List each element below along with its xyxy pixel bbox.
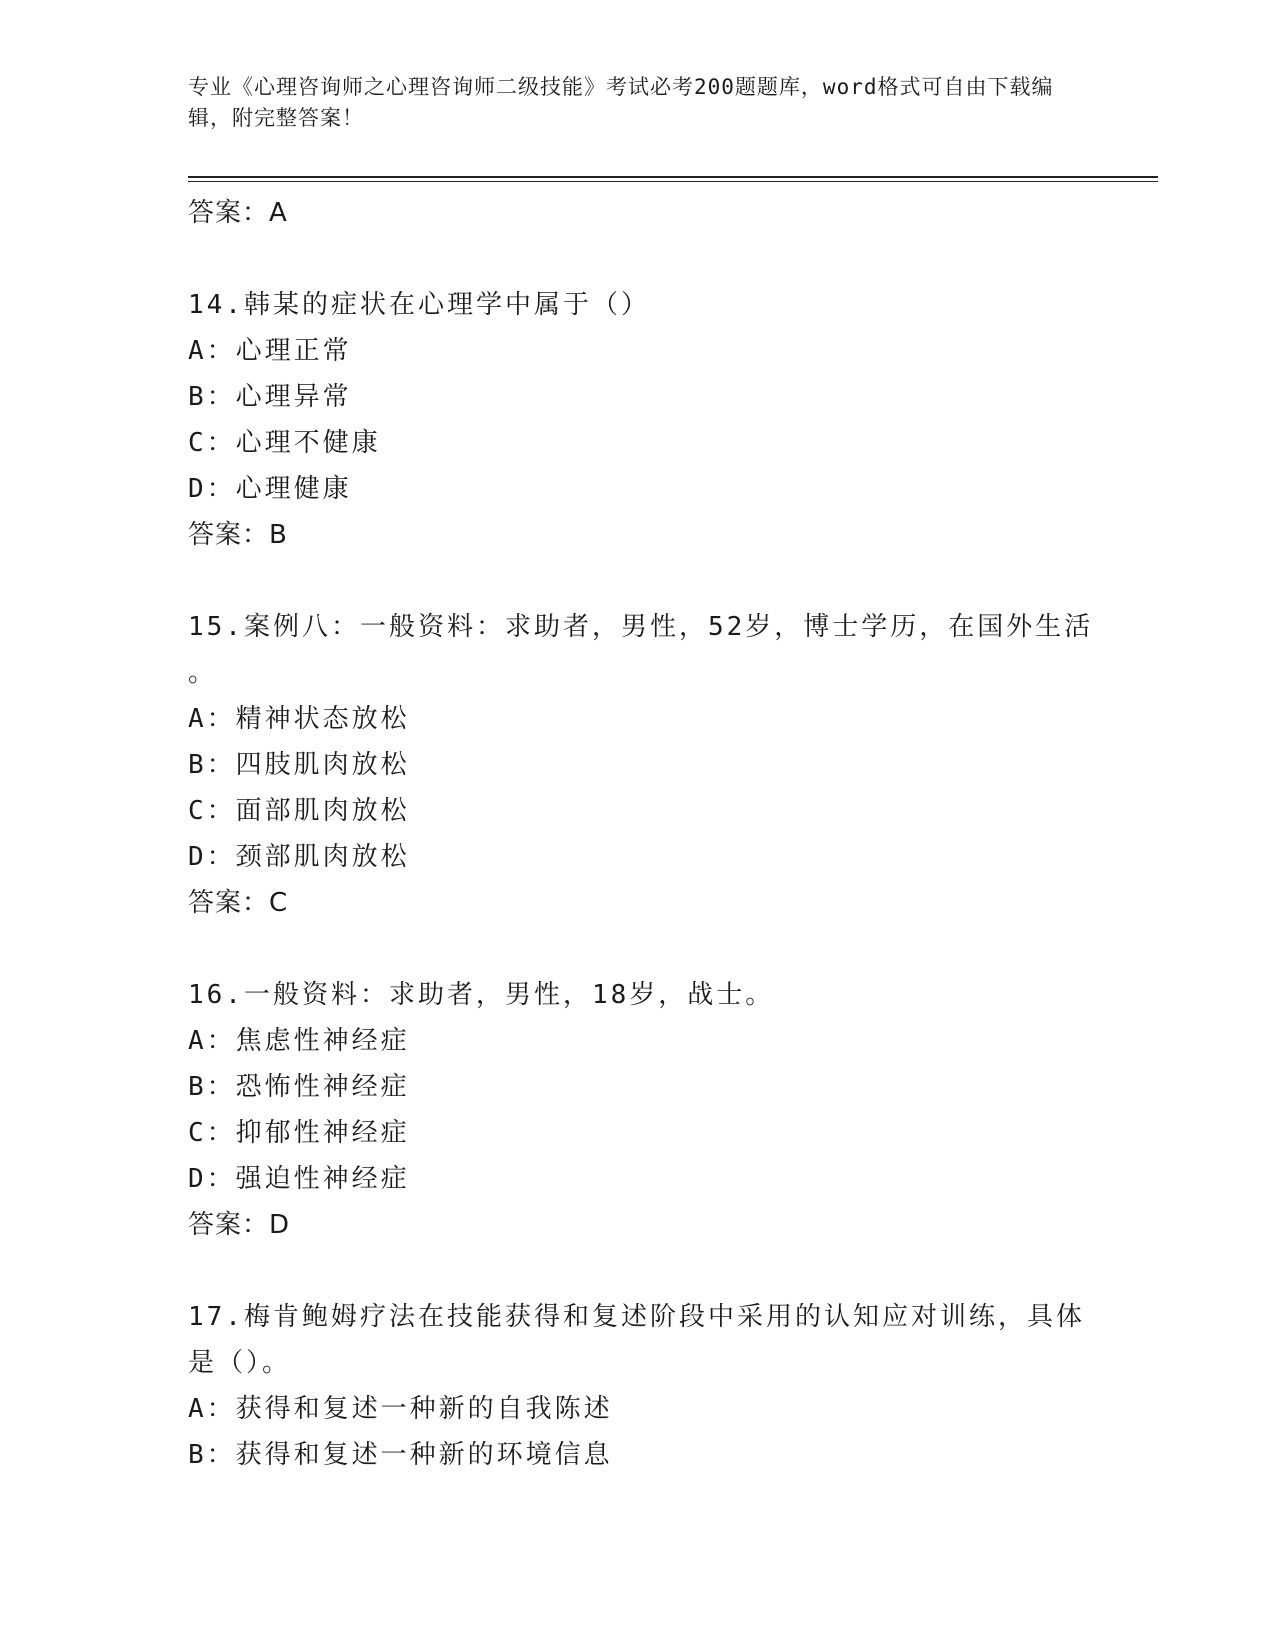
- option-16-d: D：强迫性神经症: [188, 1164, 410, 1194]
- answer-13: 答案：A: [188, 198, 288, 228]
- header-rule-thin: [188, 181, 1158, 182]
- option-15-a: A：精神状态放松: [188, 704, 410, 734]
- option-14-b: B：心理异常: [188, 382, 352, 412]
- question-14: 14.韩某的症状在心理学中属于（）: [188, 290, 650, 320]
- option-14-c: C：心理不健康: [188, 428, 381, 458]
- header-rule-thick: [188, 176, 1158, 178]
- question-17-continued: 是（）。: [188, 1348, 292, 1378]
- question-15-continued: 。: [188, 658, 218, 688]
- option-14-d: D：心理健康: [188, 474, 352, 504]
- option-16-a: A：焦虑性神经症: [188, 1026, 410, 1056]
- option-16-c: C：抑郁性神经症: [188, 1118, 410, 1148]
- answer-15: 答案：C: [188, 888, 289, 918]
- option-15-d: D：颈部肌肉放松: [188, 842, 410, 872]
- answer-14: 答案：B: [188, 520, 288, 550]
- question-15: 15.案例八：一般资料：求助者，男性，52岁，博士学历，在国外生活: [188, 612, 1094, 642]
- question-17: 17.梅肯鲍姆疗法在技能获得和复述阶段中采用的认知应对训练，具体: [188, 1302, 1085, 1332]
- spacer: [188, 236, 1158, 282]
- spacer: [188, 926, 1158, 972]
- spacer: [188, 558, 1158, 604]
- option-17-b: B：获得和复述一种新的环境信息: [188, 1440, 613, 1470]
- question-16: 16.一般资料：求助者，男性，18岁，战士。: [188, 980, 775, 1010]
- option-16-b: B：恐怖性神经症: [188, 1072, 410, 1102]
- spacer: [188, 1248, 1158, 1294]
- document-body: [188, 190, 1158, 1478]
- document-header: 专业《心理咨询师之心理咨询师二级技能》考试必考200题题库，word格式可自由下载编辑，附完整答案！: [188, 75, 1054, 130]
- option-17-a: A：获得和复述一种新的自我陈述: [188, 1394, 613, 1424]
- answer-16: 答案：D: [188, 1210, 291, 1240]
- option-15-b: B：四肢肌肉放松: [188, 750, 410, 780]
- option-15-c: C：面部肌肉放松: [188, 796, 410, 826]
- option-14-a: A：心理正常: [188, 336, 352, 366]
